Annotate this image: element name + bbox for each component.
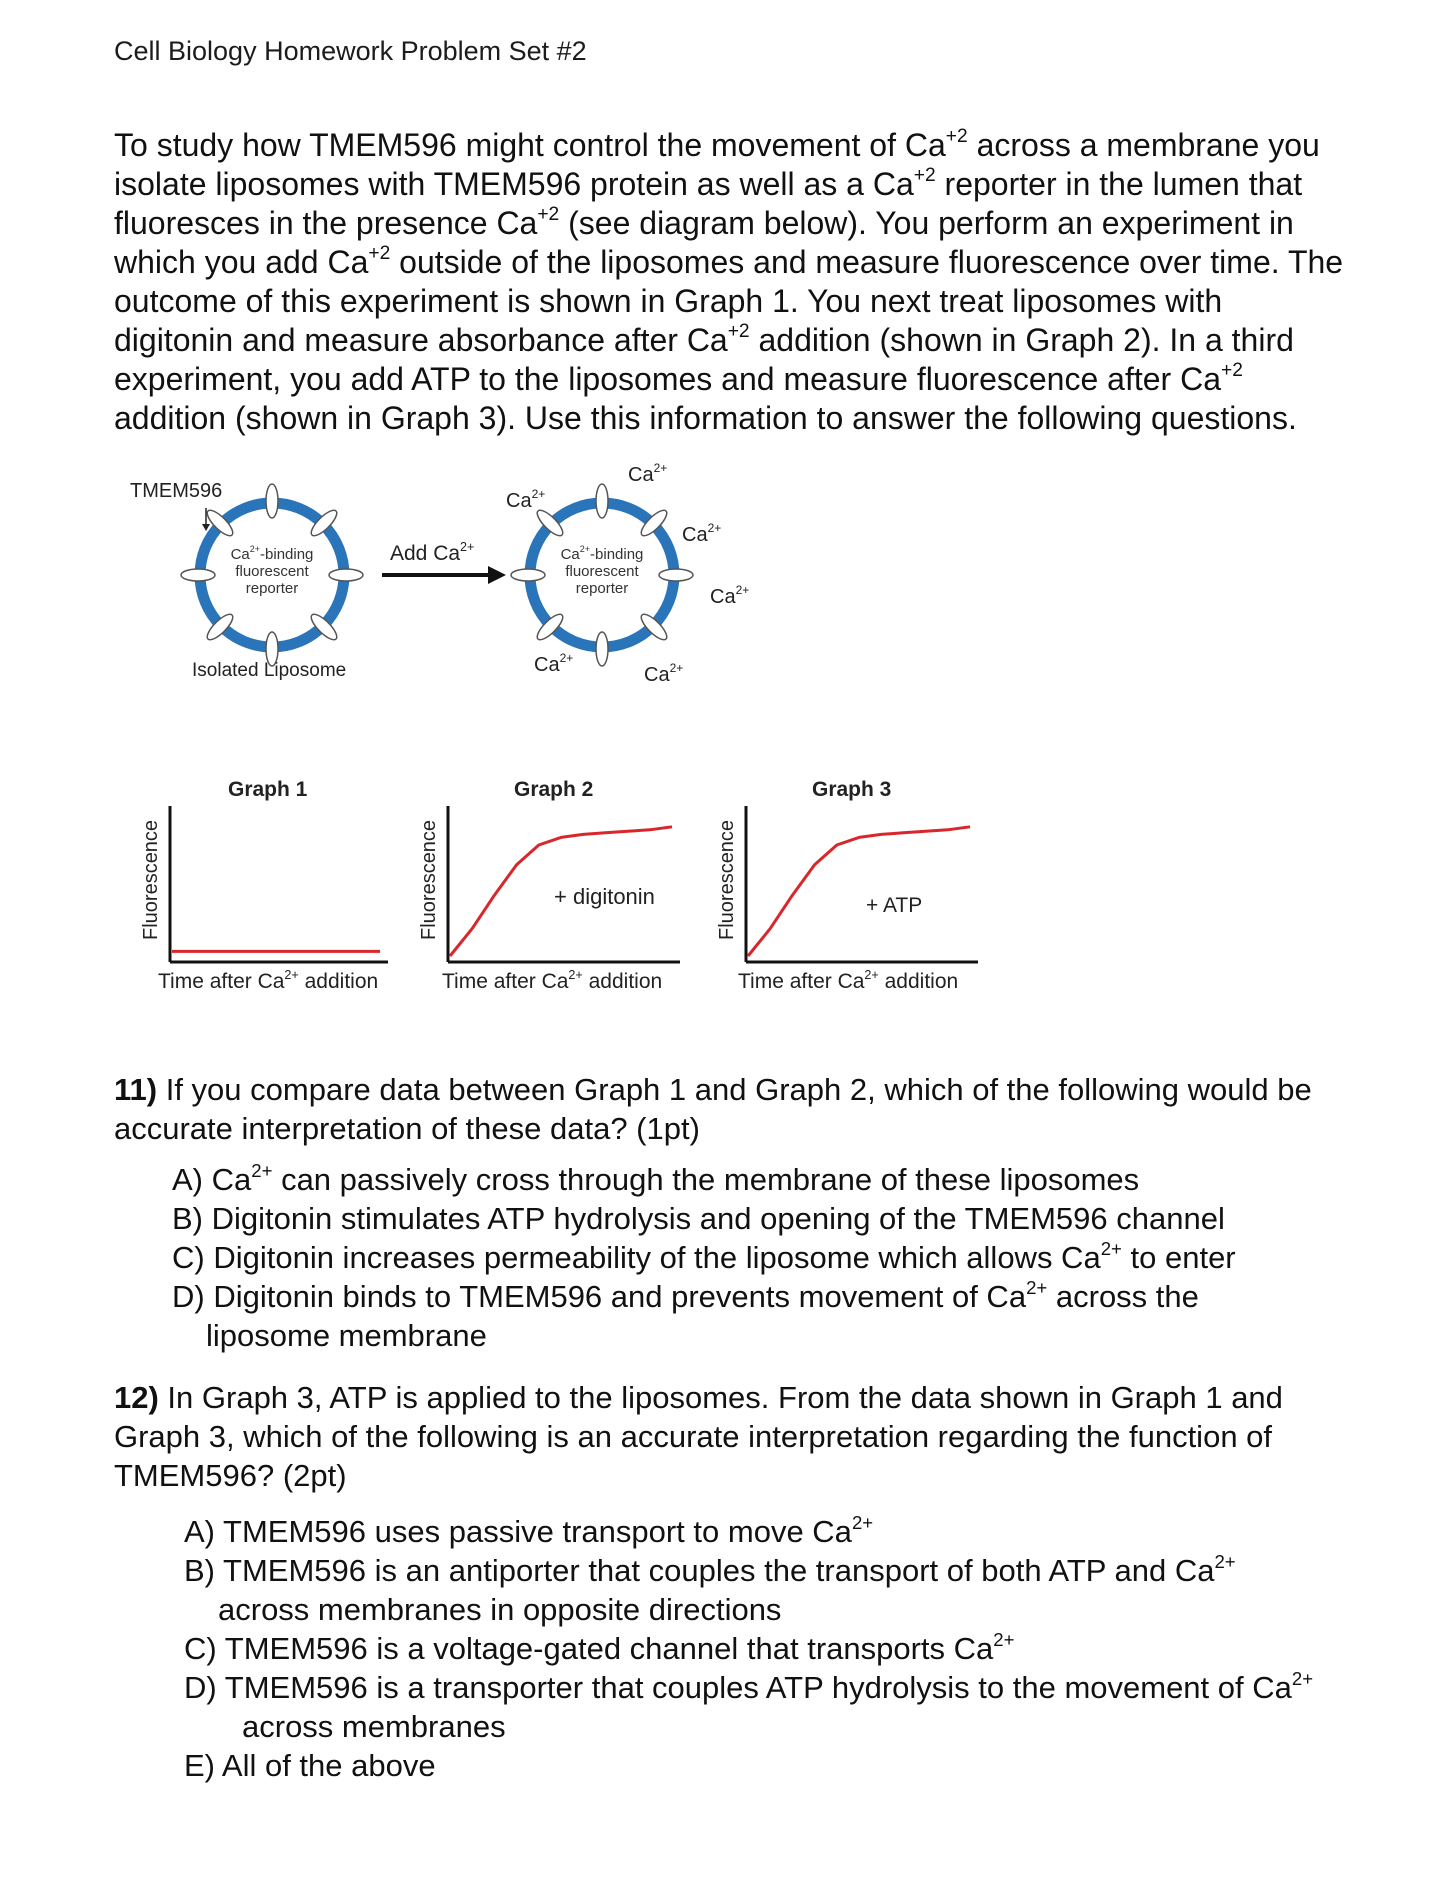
answer-option[interactable]: B) Digitonin stimulates ATP hydrolysis and opening of the TMEM596 channel: [172, 1201, 1225, 1236]
ca-ion: $Ca^{2+}$: [644, 661, 684, 686]
add-ca-label: Add $Ca^{2+}$: [390, 539, 475, 565]
graph3-annotation: + ATP: [866, 894, 923, 917]
question-text: In Graph 3, ATP is applied to the liposomes. From the data shown in Graph 1 and Graph 3, which of the following is an accurate interpretation regarding the function of TMEM596? (2pt): [114, 1380, 1283, 1493]
intro-text: addition (shown in Graph 2). In a third experiment, you add ATP to the liposomes and measure fluorescence after Ca: [114, 322, 1294, 397]
graph3-plot: [740, 800, 980, 970]
intro-paragraph: [114, 126, 1344, 438]
question-11: [114, 1070, 1354, 1148]
graph3-xlabel: Time after $Ca^{2+}$ addition: [738, 967, 959, 993]
liposome-caption: Isolated Liposome: [192, 660, 347, 681]
superscript: +2: [727, 321, 750, 343]
intro-text: reporter in the lumen that fluoresces in the presence Ca: [114, 166, 1303, 241]
graph2-ylabel: Fluorescence: [418, 819, 440, 940]
question-number: 11): [114, 1072, 158, 1107]
graph1-ylabel: Fluorescence: [140, 819, 162, 940]
series-line: [748, 827, 970, 956]
answer-option[interactable]: E) All of the above: [184, 1748, 436, 1783]
intro-text: across a membrane you isolate liposomes with TMEM596 protein as well as a Ca: [114, 127, 1320, 202]
intro-text: To study how TMEM596 might control the movement of Ca: [114, 127, 946, 163]
answer-option[interactable]: D) Digitonin binds to TMEM596 and prevents movement of $Ca^{2+}$ across the liposome membrane: [172, 1276, 1199, 1353]
ca-ion: $Ca^{2+}$: [682, 521, 722, 546]
page-header: Cell Biology Homework Problem Set #2: [114, 36, 587, 66]
liposome-diagram: [120, 460, 770, 710]
superscript: +2: [913, 165, 936, 187]
question-number: 12): [114, 1380, 159, 1415]
graph1-title: Graph 1: [228, 778, 308, 801]
answer-option[interactable]: C) Digitonin increases permeability of the liposome which allows $Ca^{2+}$ to enter: [172, 1237, 1236, 1275]
ca-ion: $Ca^{2+}$: [710, 583, 750, 608]
answer-option[interactable]: C) TMEM596 is a voltage-gated channel that transports $Ca^{2+}$: [184, 1628, 1015, 1666]
add-arrow-head: [488, 566, 506, 584]
answer-option[interactable]: D) TMEM596 is a transporter that couples ATP hydrolysis to the movement of $Ca^{2+}$ across membranes: [184, 1667, 1314, 1744]
graph2-title: Graph 2: [514, 778, 594, 801]
intro-text: (see diagram below). You perform an experiment in which you add Ca: [114, 205, 1294, 280]
graphs-row: [130, 770, 1010, 1010]
superscript: +2: [368, 243, 391, 265]
answer-option[interactable]: A) $Ca^{2+}$ can passively cross through the membrane of these liposomes: [172, 1159, 1140, 1197]
reporter-label-left: $Ca^{2+}$-binding fluorescent reporter: [230, 544, 314, 597]
graph1-xlabel: Time after $Ca^{2+}$ addition: [158, 967, 379, 993]
ca-ion: $Ca^{2+}$: [506, 487, 546, 512]
protein-label: TMEM596: [130, 480, 223, 502]
q12-options: [184, 1512, 1364, 1785]
graph2-annotation: + digitonin: [554, 884, 655, 909]
superscript: +2: [945, 126, 968, 148]
question-text: If you compare data between Graph 1 and Graph 2, which of the following would be accurate interpretation of these data? (1pt): [114, 1072, 1312, 1146]
intro-text: addition (shown in Graph 3). Use this information to answer the following questions.: [114, 400, 1297, 436]
question-12: [114, 1378, 1354, 1495]
reporter-label-right: $Ca^{2+}$-binding fluorescent reporter: [560, 544, 644, 597]
ca-ion: $Ca^{2+}$: [628, 461, 668, 486]
answer-option[interactable]: B) TMEM596 is an antiporter that couples the transport of both ATP and $Ca^{2+}$ across membranes in opposite directions: [184, 1550, 1236, 1627]
pointer-arrowhead: [202, 524, 210, 531]
q11-options: [172, 1160, 1352, 1355]
intro-text: outside of the liposomes and measure fluorescence over time. The outcome of this experiment is shown in Graph 1. You next treat liposomes with digitonin and measure absorbance after Ca: [114, 244, 1344, 358]
graph3-ylabel: Fluorescence: [716, 819, 738, 940]
answer-option[interactable]: A) TMEM596 uses passive transport to move $Ca^{2+}$: [184, 1511, 874, 1549]
graph1-plot: [164, 800, 390, 970]
graph3-title: Graph 3: [812, 778, 892, 801]
superscript: +2: [1220, 360, 1243, 382]
ca-ion: $Ca^{2+}$: [534, 651, 574, 676]
graph2-xlabel: Time after $Ca^{2+}$ addition: [442, 967, 663, 993]
superscript: +2: [537, 204, 560, 226]
